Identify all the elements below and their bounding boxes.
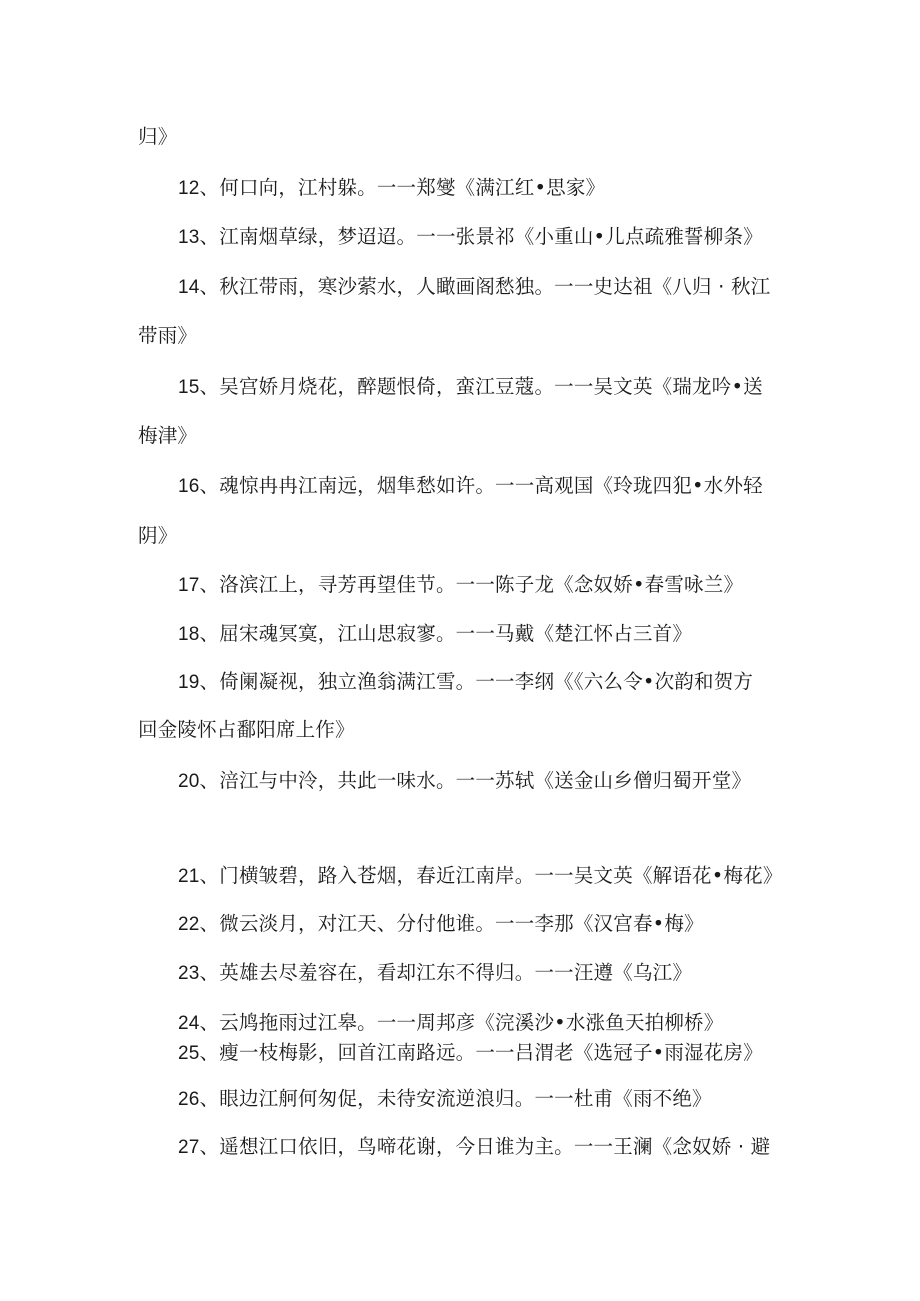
text-line: 21、门横皱碧，路入苍烟，春近江南岸。一一吴文英《解语花•梅花》 xyxy=(178,864,783,887)
text-line: 18、屈宋魂冥寞，江山思寂寥。一一马戴《楚江怀占三首》 xyxy=(178,622,693,645)
text-line: 19、倚阑凝视，独立渔翁满江雪。一一李纲《《六么令•次韵和贺方 xyxy=(178,670,754,693)
text-line: 13、江南烟草绿，梦迢迢。一一张景祁《小重山•儿点疏雅誓柳条》 xyxy=(178,225,763,248)
text-line: 23、英雄去尽羞容在，看却江东不得归。一一汪遵《乌江》 xyxy=(178,961,693,984)
text-line: 25、瘦一枝梅影，回首江南路远。一一吕渭老《选冠子•雨湿花房》 xyxy=(178,1041,763,1064)
text-line: 17、洛滨江上，寻芳再望佳节。一一陈子龙《念奴娇•春雪咏兰》 xyxy=(178,573,744,596)
text-line: 带雨》 xyxy=(138,324,198,347)
text-line: 回金陵怀占鄱阳席上作》 xyxy=(138,718,355,741)
text-line: 12、何口向，江村躲。一一郑燮《满江红•思家》 xyxy=(178,176,606,199)
text-line: 20、涪江与中泠，共此一味水。一一苏轼《送金山乡僧归蜀开堂》 xyxy=(178,769,752,792)
text-line: 24、云鸠拖雨过江皋。一一周邦彦《浣溪沙•水涨鱼天拍柳桥》 xyxy=(178,1011,724,1034)
text-line: 梅津》 xyxy=(138,424,198,447)
text-line: 14、秋江带雨，寒沙萦水，人瞰画阁愁独。一一史达祖《八归 · 秋江 xyxy=(178,275,771,298)
text-line: 归》 xyxy=(138,125,178,148)
text-line: 27、遥想江口依旧，鸟啼花谢，今日谁为主。一一王澜《念奴娇 · 避 xyxy=(178,1135,771,1158)
text-line: 阴》 xyxy=(138,524,178,547)
text-line: 22、微云淡月，对江天、分付他谁。一一李那《汉宫春•梅》 xyxy=(178,912,704,935)
text-line: 15、吴宫娇月烧花，醉题恨倚，蛮江豆蔻。一一吴文英《瑞龙吟•送 xyxy=(178,375,763,398)
text-line: 16、魂惊冉冉江南远，烟隼愁如许。一一高观国《玲珑四犯•水外轻 xyxy=(178,474,763,497)
text-line: 26、眼边江舸何匆促，未待安流逆浪归。一一杜甫《雨不绝》 xyxy=(178,1087,712,1110)
